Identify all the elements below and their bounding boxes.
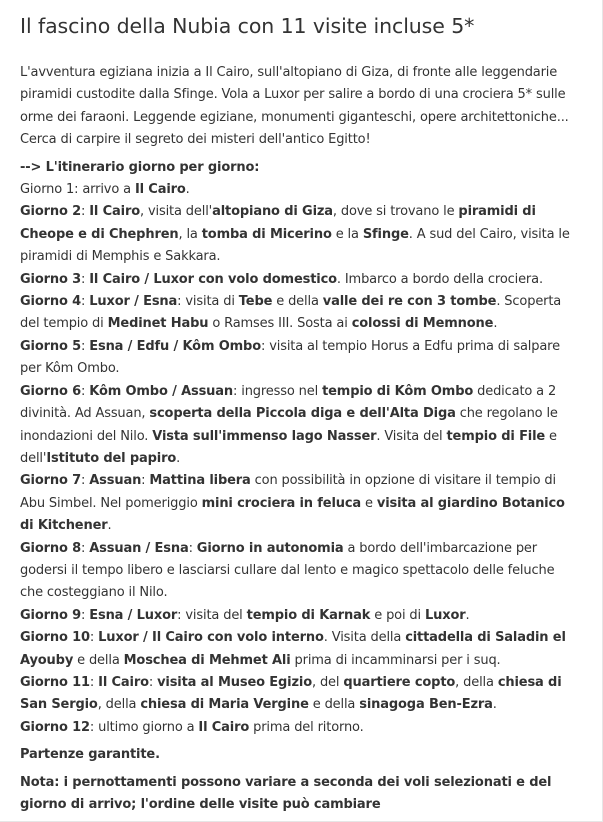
body-text: : [81, 607, 90, 623]
highlight-text: Giorno 3 [20, 271, 82, 287]
body-text: . [185, 182, 190, 198]
highlight-text: Assuan [89, 473, 142, 489]
highlight-text: Giorno 12 [20, 719, 90, 735]
highlight-text: Giorno 4 [20, 294, 82, 310]
body-text: prima di incamminarsi per i suq. [290, 652, 501, 668]
highlight-text: tempio di Karnak [246, 607, 371, 623]
highlight-text: Giorno 7 [20, 473, 82, 489]
body-text: : [81, 204, 90, 220]
highlight-text: Assuan / Esna [89, 540, 189, 556]
highlight-text: Moschea di Mehmet Ali [123, 652, 291, 668]
body-text: : [81, 271, 90, 287]
highlight-text: Luxor [424, 607, 466, 623]
highlight-text: Istituto del papiro [46, 450, 177, 466]
body-text: : [89, 630, 99, 646]
body-text: e della [308, 697, 360, 713]
body-text: , della [455, 674, 498, 690]
highlight-text: Giorno 2 [20, 204, 82, 220]
body-text: : [81, 473, 90, 489]
highlight-text: cittadella di Saladin el Ayouby [20, 630, 566, 668]
itinerary-day-11 [20, 672, 580, 717]
body-text: e della [272, 294, 323, 310]
body-text: : [81, 338, 90, 354]
highlight-text: quartiere copto [343, 674, 456, 690]
body-text: , del [311, 674, 344, 690]
body-text: . Visita del [376, 428, 447, 444]
highlight-text: Kôm Ombo / Assuan [89, 383, 234, 399]
highlight-text: colossi di Memnone [351, 316, 494, 332]
body-text: : visita al tempio Horus a Edfu prima di salpare per Kôm Ombo. [20, 338, 560, 377]
highlight-text: valle dei re con 3 tombe [322, 294, 497, 310]
highlight-text: Esna / Luxor [89, 607, 178, 623]
itinerary-heading: --> L'itinerario giorno per giorno: [20, 159, 260, 175]
itinerary-day-9 [20, 605, 580, 627]
intro-paragraph: L'avventura egiziana inizia a Il Cairo, sull'altopiano di Giza, di fronte alle leggendarie piramidi custodite dalla Sfinge. Vola a Luxor per salire a bordo di una crociera 5* sulle orme dei faraoni. Leggende egiziane, monumenti giganteschi, opere architettoniche... Cerca di carpire il segreto dei misteri dell'antico Egitto! [20, 65, 569, 148]
itinerary-day-7 [20, 470, 580, 537]
highlight-text: Sfinge [362, 226, 409, 242]
body-text: , della [97, 697, 141, 713]
highlight-text: Il Cairo [134, 182, 186, 198]
itinerary-disclaimer: Nota: i pernottamenti possono variare a seconda dei voli selezionati e del giorno di arrivo; l'ordine delle visite può cambiare [20, 774, 552, 812]
highlight-text: chiesa di Maria Vergine [140, 697, 309, 713]
body-text: : [188, 540, 197, 556]
highlight-text: sinagoga Ben-Ezra [359, 697, 493, 713]
itinerary-day-5 [20, 336, 580, 381]
body-text: : [81, 383, 90, 399]
departures-note: Partenze garantite. [20, 747, 160, 763]
body-text: : [148, 674, 158, 690]
article-content [20, 12, 580, 816]
highlight-text: tempio di File [446, 428, 546, 444]
highlight-text: Mattina libera [149, 473, 251, 489]
body-text: : [89, 674, 99, 690]
highlight-text: Il Cairo [198, 719, 250, 735]
highlight-text: visita al Museo Egizio [157, 674, 312, 690]
itinerary-day-8 [20, 538, 580, 605]
body-text: , la [178, 226, 202, 242]
highlight-text: Giorno 8 [20, 540, 82, 556]
body-text: a bordo dell'imbarcazione per godersi il tempo libero e lasciarsi cullare dal lento e magico spettacolo delle feluche che costeggiano il Nilo. [20, 540, 555, 601]
body-text: : [81, 294, 90, 310]
body-text: . Imbarco a bordo della crociera. [336, 271, 543, 287]
itinerary-day-2 [20, 201, 580, 268]
body-text: prima del ritorno. [249, 719, 364, 735]
body-text: o Ramses III. Sosta ai [208, 316, 352, 332]
highlight-text: Giorno 11 [20, 674, 90, 690]
itinerary-day-3 [20, 269, 580, 291]
itinerary-day-1 [20, 179, 580, 201]
body-text: . A sud del Cairo, visita le piramidi di Memphis e Sakkara. [20, 226, 570, 265]
highlight-text: Il Cairo [89, 204, 140, 220]
highlight-text: Giorno in autonomia [196, 540, 344, 556]
highlight-text: scoperta della Piccola diga e dell'Alta Diga [149, 406, 456, 422]
highlight-text: Luxor / Il Cairo con volo interno [98, 630, 324, 646]
itinerary-day-6 [20, 381, 580, 471]
highlight-text: Giorno 10 [20, 630, 90, 646]
body-text: , dove si trovano le [332, 204, 459, 220]
body-text: . [176, 450, 181, 466]
highlight-text: Esna / Edfu / Kôm Ombo [89, 338, 261, 354]
body-text: e poi di [370, 607, 425, 623]
body-text: , visita dell' [139, 204, 213, 220]
itinerary-day-10 [20, 627, 580, 672]
body-text: e [361, 495, 377, 511]
highlight-text: mini crociera in feluca [201, 495, 362, 511]
itinerary-days [20, 179, 580, 739]
body-text: : [141, 473, 150, 489]
body-text: : ultimo giorno a [89, 719, 199, 735]
highlight-text: visita al giardino Botanico di Kitchener [20, 495, 565, 534]
highlight-text: Medinet Habu [107, 316, 209, 332]
highlight-text: Il Cairo / Luxor con volo domestico [89, 271, 337, 287]
body-text: con possibilità in opzione di visitare il tempio di Abu Simbel. Nel pomeriggio [20, 473, 556, 511]
highlight-text: tempio di Kôm Ombo [322, 383, 474, 399]
body-text: . Visita della [323, 630, 406, 646]
page-title: Il fascino della Nubia con 11 visite incluse 5* [20, 14, 475, 38]
body-text: . [107, 518, 112, 534]
highlight-text: Giorno 9 [20, 607, 82, 623]
highlight-text: piramidi di Cheope e di Chephren [20, 204, 536, 242]
body-text: e della [73, 652, 124, 668]
itinerary-day-4 [20, 291, 580, 336]
body-text: . [492, 697, 497, 713]
body-text: Giorno 1: arrivo a [20, 182, 135, 198]
highlight-text: altopiano di Giza [212, 204, 333, 220]
highlight-text: Giorno 5 [20, 338, 82, 354]
highlight-text: Vista sull'immenso lago Nasser [152, 428, 377, 444]
highlight-text: tomba di Micerino [201, 226, 332, 242]
body-text: dedicato a 2 divinità. Ad Assuan, [20, 383, 557, 422]
body-text: : visita del [177, 607, 247, 623]
highlight-text: Il Cairo [98, 674, 149, 690]
highlight-text: Tebe [238, 294, 273, 310]
body-text: : visita di [177, 294, 239, 310]
body-text: . [493, 316, 498, 332]
body-text: : ingresso nel [233, 383, 323, 399]
body-text: e dell' [20, 428, 557, 466]
body-text: che regolano le inondazioni del Nilo. [20, 406, 558, 444]
body-text: e la [331, 226, 363, 242]
highlight-text: Luxor / Esna [89, 294, 178, 310]
body-text: . [465, 607, 470, 623]
itinerary-day-12 [20, 717, 580, 739]
body-text: . Scoperta del tempio di [20, 294, 562, 332]
highlight-text: Giorno 6 [20, 383, 82, 399]
body-text: : [81, 540, 90, 556]
highlight-text: chiesa di San Sergio [20, 674, 562, 713]
